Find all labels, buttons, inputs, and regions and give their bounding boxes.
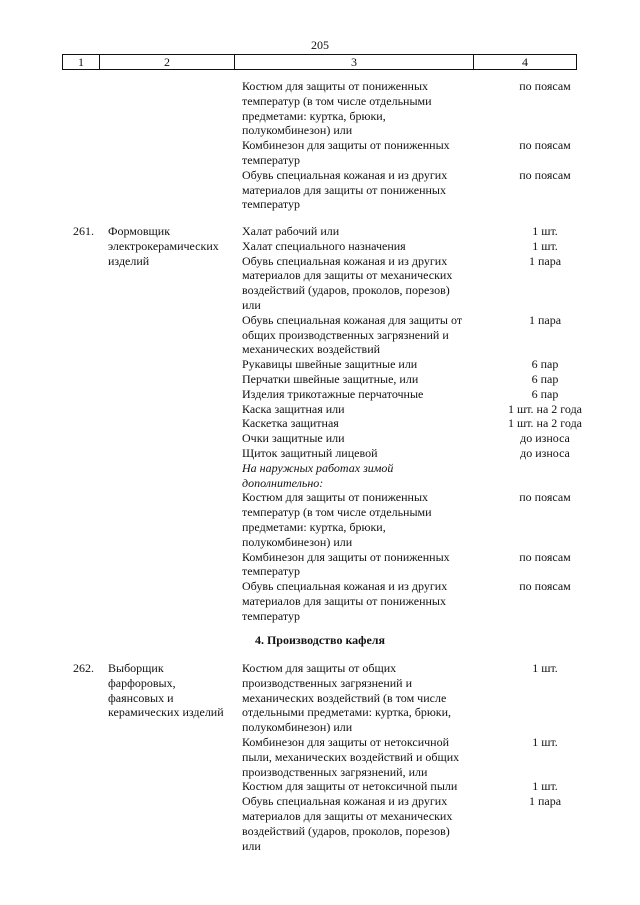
entry261-item-text: Рукавицы швейные защитные или: [242, 357, 418, 372]
cont-item-text: Костюм для защиты от пониженных: [242, 79, 429, 93]
entry261-item-quantity: 1 шт. на 2 года: [507, 401, 583, 416]
entry261-item-text: Каскетка защитная: [242, 416, 339, 431]
entry262-item-quantity: 1 пара: [528, 794, 562, 809]
entry261-item-quantity: 6 пар: [531, 372, 559, 386]
entry261-item-text: дополнительно:: [242, 475, 324, 490]
entry261-item-quantity: по поясам: [519, 490, 571, 505]
entry262-item-text: Костюм для защиты от нетоксичной пыли: [242, 779, 458, 794]
entry261-item-quantity: 1 шт. на 2 года: [507, 416, 583, 431]
entry261-item-text: Очки защитные или: [242, 431, 345, 446]
entry261-item-text: Изделия трикотажные перчаточные: [242, 386, 424, 401]
col-header-1: 1: [63, 55, 100, 70]
col-header-2: 2: [100, 55, 235, 70]
entry261-item-text: На наружных работах зимой: [242, 460, 394, 475]
cont-item-text: температур (в том числе отдельными: [242, 93, 432, 108]
profession-name: фарфоровых,: [108, 675, 176, 690]
entry262-item-text: Обувь специальная кожаная и из других: [242, 794, 448, 809]
entry262-item-text: полукомбинезон) или: [242, 720, 353, 735]
entry261-item-text: полукомбинезон) или: [242, 534, 353, 549]
entry262-item-text: производственных загрязнений, или: [242, 764, 428, 779]
col-header-4: 4: [474, 55, 577, 70]
entry262-item-text: воздействий (ударов, проколов, порезов): [242, 823, 450, 838]
column-header-row: [62, 54, 577, 70]
entry261-item-text: материалов для защиты от пониженных: [242, 594, 446, 608]
entry261-item-quantity: 1 пара: [528, 253, 562, 268]
entry261-item-text: Обувь специальная кожаная и из других: [242, 253, 448, 268]
entry262-item-text: производственных загрязнений и: [242, 675, 413, 690]
cont-item-quantity: по поясам: [519, 138, 571, 153]
profession-name: электрокерамических: [108, 238, 219, 253]
entry262-item-quantity: 1 шт.: [532, 735, 558, 749]
entry261-item-quantity: по поясам: [519, 549, 571, 564]
entry261-item-quantity: 1 шт.: [532, 238, 558, 253]
entry261-item-text: Каска защитная или: [242, 401, 345, 416]
entry261-item-text: Щиток защитный лицевой: [242, 446, 378, 460]
cont-item-text: предметами: куртка, брюки,: [242, 108, 386, 123]
entry262-item-text: или: [242, 838, 261, 853]
entry262-item-text: Комбинезон для защиты от нетоксичной: [242, 735, 450, 749]
entry261-item-text: предметами: куртка, брюки,: [242, 520, 386, 534]
entry261-item-text: общих производственных загрязнений и: [242, 327, 449, 342]
profession-name: фаянсовых и: [108, 690, 174, 705]
cont-item-text: Обувь специальная кожаная и из других: [242, 167, 448, 182]
entry261-item-text: Комбинезон для защиты от пониженных: [242, 549, 450, 564]
entry262-item-text: пыли, механических воздействий и общих: [242, 749, 460, 764]
entry261-item-text: Костюм для защиты от пониженных: [242, 490, 429, 505]
entry261-item-text: материалов для защиты от механических: [242, 268, 453, 283]
entry262-item-text: Костюм для защиты от общих: [242, 661, 397, 675]
entry261-item-text: Обувь специальная кожаная и из других: [242, 579, 448, 594]
entry261-item-quantity: по поясам: [519, 579, 571, 594]
entry-number: 261.: [73, 224, 94, 238]
profession-name: изделий: [108, 253, 150, 268]
cont-item-text: температур: [242, 197, 301, 212]
entry262-item-text: материалов для защиты от механических: [242, 809, 453, 823]
entry262-item-text: отдельными предметами: куртка, брюки,: [242, 705, 452, 720]
entry261-item-text: температур: [242, 608, 301, 623]
cont-item-text: Комбинезон для защиты от пониженных: [242, 138, 450, 153]
entry261-item-text: температур: [242, 564, 301, 579]
entry262-item-text: механических воздействий (в том числе: [242, 690, 447, 705]
cont-item-text: температур: [242, 153, 301, 167]
entry261-item-text: или: [242, 298, 261, 312]
entry261-item-text: воздействий (ударов, проколов, порезов): [242, 283, 450, 298]
cont-item-quantity: по поясам: [519, 79, 571, 93]
entry261-item-text: температур (в том числе отдельными: [242, 505, 432, 520]
cont-item-quantity: по поясам: [519, 167, 571, 182]
entry261-item-quantity: 1 шт.: [532, 224, 558, 238]
profession-name: Формовщик: [108, 224, 171, 238]
cont-item-text: материалов для защиты от пониженных: [242, 182, 446, 197]
profession-name: керамических изделий: [108, 705, 224, 720]
entry261-item-quantity: до износа: [520, 431, 570, 446]
section-title: 4. Производство кафеля: [254, 633, 386, 647]
entry262-item-quantity: 1 шт.: [532, 779, 558, 794]
entry262-item-quantity: 1 шт.: [532, 661, 558, 675]
entry261-item-quantity: 6 пар: [531, 386, 559, 401]
col-header-3: 3: [235, 55, 474, 70]
page-number: 205: [311, 38, 329, 52]
profession-name: Выборщик: [108, 661, 164, 675]
entry261-item-text: механических воздействий: [242, 342, 381, 357]
entry261-item-text: Халат специального назначения: [242, 238, 406, 253]
cont-item-text: полукомбинезон) или: [242, 123, 353, 138]
entry261-item-quantity: 1 пара: [528, 312, 562, 327]
entry261-item-text: Халат рабочий или: [242, 224, 340, 238]
entry-number: 262.: [73, 661, 94, 675]
entry261-item-quantity: до износа: [520, 446, 570, 460]
entry261-item-text: Перчатки швейные защитные, или: [242, 372, 419, 386]
entry261-item-quantity: 6 пар: [531, 357, 559, 372]
entry261-item-text: Обувь специальная кожаная для защиты от: [242, 312, 463, 327]
